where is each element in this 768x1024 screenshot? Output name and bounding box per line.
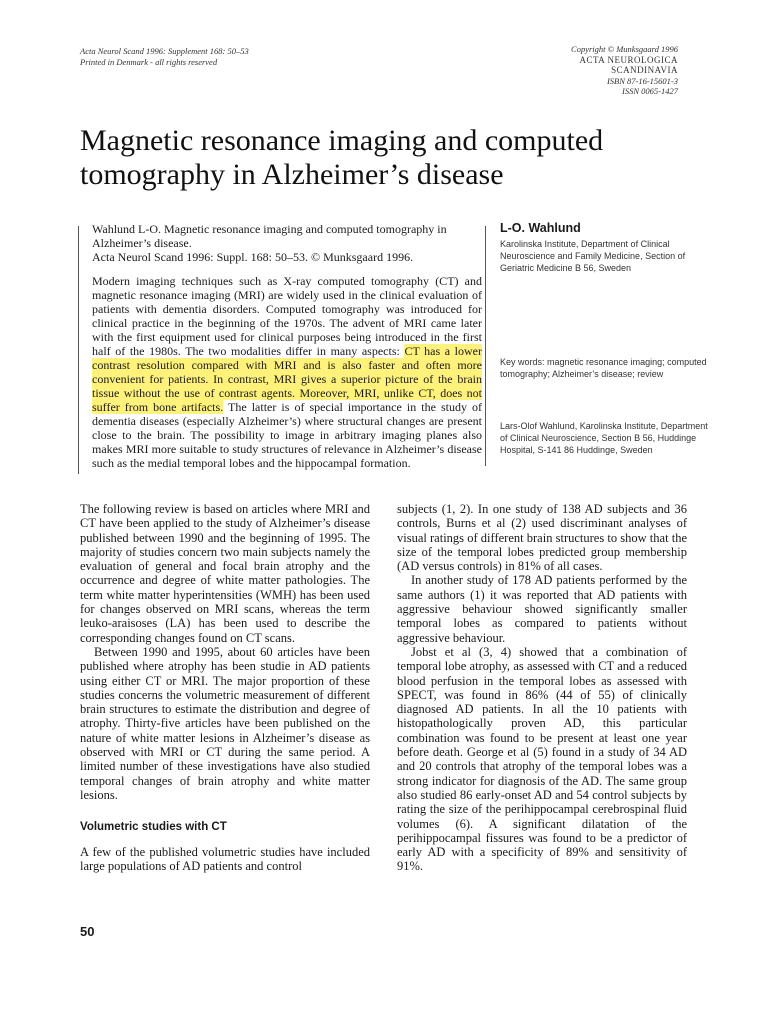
citation-line-1: Wahlund L-O. Magnetic resonance imaging and computed tomography in Alzheimer’s disease. <box>92 222 447 250</box>
abstract-left-rule <box>78 226 79 474</box>
sidebar-left-rule <box>485 226 486 466</box>
isbn-line: ISBN 87-16-15601-3 <box>606 75 678 86</box>
journal-name-line-1: ACTA NEUROLOGICA <box>579 54 678 65</box>
journal-name-line-2: SCANDINAVIA <box>611 65 678 75</box>
paragraph: A few of the published volumetric studies have included large populations of AD patients and control <box>80 844 370 873</box>
page-number: 50 <box>80 924 95 939</box>
abstract-text-after: The latter is of special importance in the study of dementia diseases (especially Alzheimer’s) where structural changes are present close to the brain. The possibility to image in arbitrary imaging planes also makes MRI more suitable to study structures of relevance in Alzheimer’s disease such as the medial temporal lobes and the hippocampal formation. <box>92 400 483 470</box>
paragraph: Between 1990 and 1995, about 60 articles have been published where atrophy has been studie in AD patients using either CT or MRI. The major proportion of these studies concerns the volumetric measurement of different brain structures to estimate the distribution and degree of atrophy. Thirty-five articles have been published on the nature of white matter lesions in Alzheimer’s disease as observed with MRI or CT during the same period. A limited number of these investigations have also studied temporal changes of brain atrophy and white matter lesions. <box>80 644 370 802</box>
journal-citation-line: Acta Neurol Scand 1996: Supplement 168: 50–53 <box>80 46 249 56</box>
abstract-highlighted-text: CT has a lower contrast resolution compared with MRI and is also faster and often more convenient for patients. In contrast, MRI gives a superior picture of the brain tissue without the use of contrast agents. Moreover, MRI, unlike CT, does not suffer from bone artifacts. <box>92 344 483 414</box>
running-header-right <box>500 44 678 97</box>
paragraph: The following review is based on articles where MRI and CT have been applied to the study of Alzheimer’s disease published between 1990 and the beginning of 1995. The majority of studies concern two main subjects namely the evaluation of general and focal brain atrophy and the occurrence and degree of white matter pathologies. The term white matter hyperintensities (WMH) has been used for changes observed on MRI scans, whereas the term leuko-araisoses (LA) has been used to describe the corresponding changes found on CT scans. <box>80 502 370 645</box>
paragraph: subjects (1, 2). In one study of 138 AD subjects and 36 controls, Burns et al (2) used discriminant analyses of visual ratings of different brain structures to show that the size of the temporal lobes predicted group membership (AD versus controls) in 81% of all cases. <box>397 502 687 574</box>
citation-line-2: Acta Neurol Scand 1996: Suppl. 168: 50–53. © Munksgaard 1996. <box>92 250 414 264</box>
body-column-left <box>80 502 370 873</box>
author-affiliation: Karolinska Institute, Department of Clinical Neuroscience and Family Medicine, Section of Geriatric Medicine B 56, Sweden <box>500 239 686 273</box>
running-header-left <box>80 46 380 68</box>
article-title: Magnetic resonance imaging and computed tomography in Alzheimer’s disease <box>80 124 604 191</box>
body-column-right <box>397 502 687 874</box>
section-heading: Volumetric studies with CT <box>80 821 227 834</box>
issn-line: ISSN 0065-1427 <box>622 86 678 96</box>
copyright-line: Copyright © Munksgaard 1996 <box>571 44 678 54</box>
printed-line: Printed in Denmark - all rights reserved <box>80 57 218 67</box>
author-name: L-O. Wahlund <box>500 221 581 235</box>
paragraph: Jobst et al (3, 4) showed that a combination of temporal lobe atrophy, as assessed with CT and a reduced blood perfusion in the temporal lobes as assessed with SPECT, was found in 86% (44 of 55) of clinically diagnosed AD patients. In all the 10 patients with histopathologically proven AD, this particular combination was found to be present at least one year before death. George et al (5) found in a study of 34 AD and 20 controls that atrophy of the temporal lobes was a strong indicator for diagnosis of the AD. The same group also studied 86 early-onset AD and 54 control subjects by rating the size of the perihippocampal cerebrospinal fluid volumes (6). A significant dilatation of the perihippocampal fissures was found to be a predictor of early AD with a specificity of 89% and sensitivity of 91%. <box>397 644 687 874</box>
abstract <box>92 274 482 470</box>
citation-block <box>92 222 482 264</box>
keywords: Key words: magnetic resonance imaging; computed tomography; Alzheimer’s disease; review <box>500 357 707 379</box>
abstract-text-before: Modern imaging techniques such as X-ray computed tomography (CT) and magnetic resonance imaging (MRI) are widely used in the clinical evaluation of patients with dementia disorders. Computed tomography was introduced for clinical practice in the beginning of the 1970s. The advent of MRI came later with the first equipment used for clinical purposes being introduced in the first half of the 1980s. The two modalities differ in many aspects: <box>92 274 482 358</box>
paragraph: In another study of 178 AD patients performed by the same authors (1) it was reported that AD patients with aggressive behaviour showed significantly smaller temporal lobes as compared to patients without aggressive behaviour. <box>397 573 687 645</box>
correspondence-address: Lars-Olof Wahlund, Karolinska Institute, Department of Clinical Neuroscience, Section B 56, Huddinge Hospital, S-141 86 Huddinge, Sweden <box>500 421 708 455</box>
